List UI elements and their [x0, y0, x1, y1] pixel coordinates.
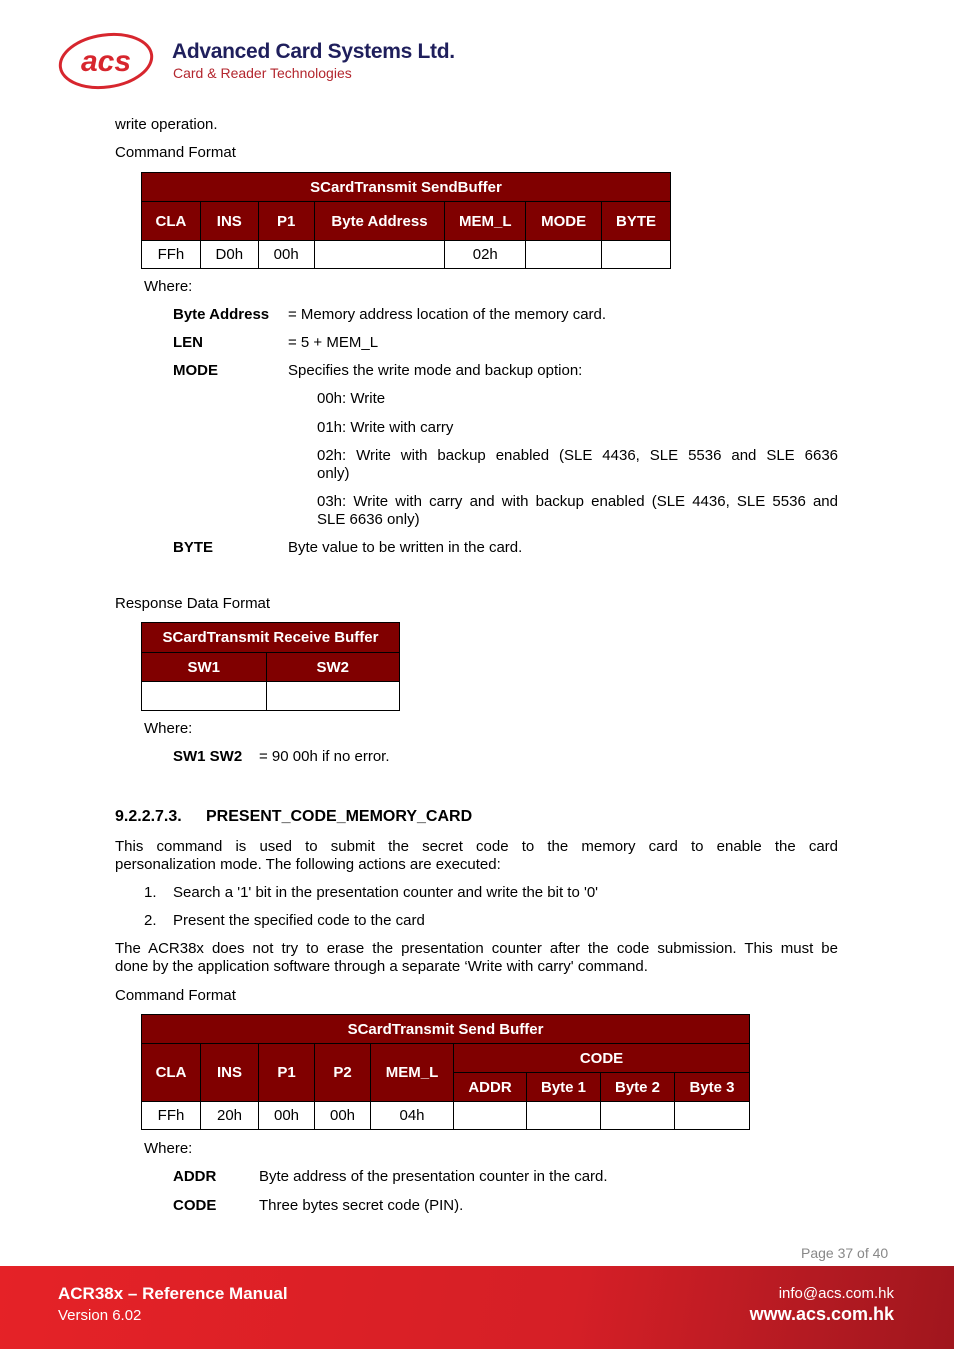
table-cell: 04h: [371, 1102, 454, 1130]
desc-sw1-sw2: = 90 00h if no error.: [259, 748, 390, 765]
command-format-label: Command Format: [115, 987, 236, 1004]
footer-website[interactable]: www.acs.com.hk: [749, 1304, 894, 1324]
step-number: 1.: [144, 884, 157, 901]
desc-code: Three bytes secret code (PIN).: [259, 1197, 464, 1214]
company-tagline: Card & Reader Technologies: [173, 65, 352, 81]
mode-option: 02h: Write with backup enabled (SLE 4436, SLE 5536 and SLE 6636: [317, 447, 838, 464]
table-header-cell: SW1: [142, 653, 267, 682]
table-cell: 00h: [259, 1102, 315, 1130]
desc-byte: Byte value to be written in the card.: [288, 539, 523, 556]
table-header-cell: MEM_L: [445, 202, 526, 241]
table-cell: [526, 241, 602, 269]
table-cell: [527, 1102, 601, 1130]
logo-text: acs: [80, 45, 132, 78]
command-format-label: Command Format: [115, 144, 236, 161]
doc-version: Version 6.02: [58, 1307, 142, 1324]
term-mode: MODE: [173, 362, 218, 379]
table-header-cell: Byte 3: [675, 1073, 750, 1102]
paragraph-line: The ACR38x does not try to erase the presentation counter after the code submission. This must be: [115, 940, 838, 957]
doc-title: ACR38x – Reference Manual: [58, 1284, 288, 1303]
table-title: SCardTransmit Receive Buffer: [142, 623, 400, 653]
table-header-cell: Byte 1: [527, 1073, 601, 1102]
mode-option: only): [317, 465, 350, 482]
present-code-command-table: [141, 1014, 750, 1130]
term-len: LEN: [173, 334, 203, 351]
table-title: SCardTransmit SendBuffer: [142, 173, 671, 202]
where-label: Where:: [144, 278, 193, 295]
response-table: [141, 622, 400, 711]
table-cell: FFh: [142, 1102, 201, 1130]
mode-option: SLE 6636 only): [317, 511, 420, 528]
table-cell: D0h: [200, 241, 258, 269]
step-number: 2.: [144, 912, 157, 929]
paragraph-line: This command is used to submit the secret code to the memory card to enable the card: [115, 838, 838, 855]
desc-addr: Byte address of the presentation counter in the card.: [259, 1168, 608, 1185]
table-header-cell: MEM_L: [371, 1044, 454, 1102]
where-label: Where:: [144, 1140, 193, 1157]
where-label: Where:: [144, 720, 193, 737]
table-cell: 00h: [315, 1102, 371, 1130]
table-header-cell: CLA: [142, 202, 201, 241]
table-header-cell: CODE: [454, 1044, 750, 1073]
paragraph-line: personalization mode. The following actions are executed:: [115, 856, 501, 873]
table-title: SCardTransmit Send Buffer: [142, 1015, 750, 1044]
page-number: Page 37 of 40: [801, 1245, 889, 1261]
table-cell: [266, 682, 399, 711]
table-cell: [602, 241, 671, 269]
section-title: PRESENT_CODE_MEMORY_CARD: [206, 808, 473, 825]
step-text: Present the specified code to the card: [173, 912, 425, 929]
term-code: CODE: [173, 1197, 217, 1214]
mode-option: 03h: Write with carry and with backup enabled (SLE 4436, SLE 5536 and: [317, 493, 838, 510]
step-text: Search a '1' bit in the presentation counter and write the bit to '0': [173, 884, 599, 901]
table-header-cell: INS: [200, 202, 258, 241]
write-command-table: [141, 172, 671, 269]
table-header-cell: ADDR: [454, 1073, 527, 1102]
desc-byte-address: = Memory address location of the memory card.: [288, 306, 607, 323]
table-header-cell: P1: [258, 202, 314, 241]
company-name: Advanced Card Systems Ltd.: [172, 40, 455, 63]
response-format-label: Response Data Format: [115, 595, 271, 612]
table-header-cell: MODE: [526, 202, 602, 241]
table-cell: 00h: [258, 241, 314, 269]
mode-option: 00h: Write: [317, 390, 386, 407]
mode-option: 01h: Write with carry: [317, 419, 454, 436]
table-header-cell: BYTE: [602, 202, 671, 241]
desc-len: = 5 + MEM_L: [288, 334, 379, 351]
table-cell: [142, 682, 267, 711]
table-cell: 02h: [445, 241, 526, 269]
section-number: 9.2.2.7.3.: [115, 808, 182, 825]
table-cell: 20h: [201, 1102, 259, 1130]
term-byte: BYTE: [173, 539, 214, 556]
footer-bar: [0, 1266, 954, 1349]
table-cell: FFh: [142, 241, 201, 269]
table-header-cell: Byte 2: [601, 1073, 675, 1102]
table-header-cell: SW2: [266, 653, 399, 682]
table-header-cell: P2: [315, 1044, 371, 1102]
term-addr: ADDR: [173, 1168, 217, 1185]
table-header-cell: CLA: [142, 1044, 201, 1102]
table-cell: [601, 1102, 675, 1130]
table-cell: [314, 241, 445, 269]
table-cell: [675, 1102, 750, 1130]
paragraph-line: done by the application software through a separate ‘Write with carry' command.: [115, 958, 648, 975]
table-header-cell: Byte Address: [314, 202, 445, 241]
table-header-cell: P1: [259, 1044, 315, 1102]
footer-email[interactable]: info@acs.com.hk: [778, 1285, 894, 1302]
table-header-cell: INS: [201, 1044, 259, 1102]
table-cell: [454, 1102, 527, 1130]
term-byte-address: Byte Address: [173, 306, 270, 323]
acs-logo-icon: [57, 31, 155, 91]
term-sw1-sw2: SW1 SW2: [173, 748, 243, 765]
continuation-text: write operation.: [115, 116, 218, 133]
desc-mode: Specifies the write mode and backup option:: [288, 362, 583, 379]
